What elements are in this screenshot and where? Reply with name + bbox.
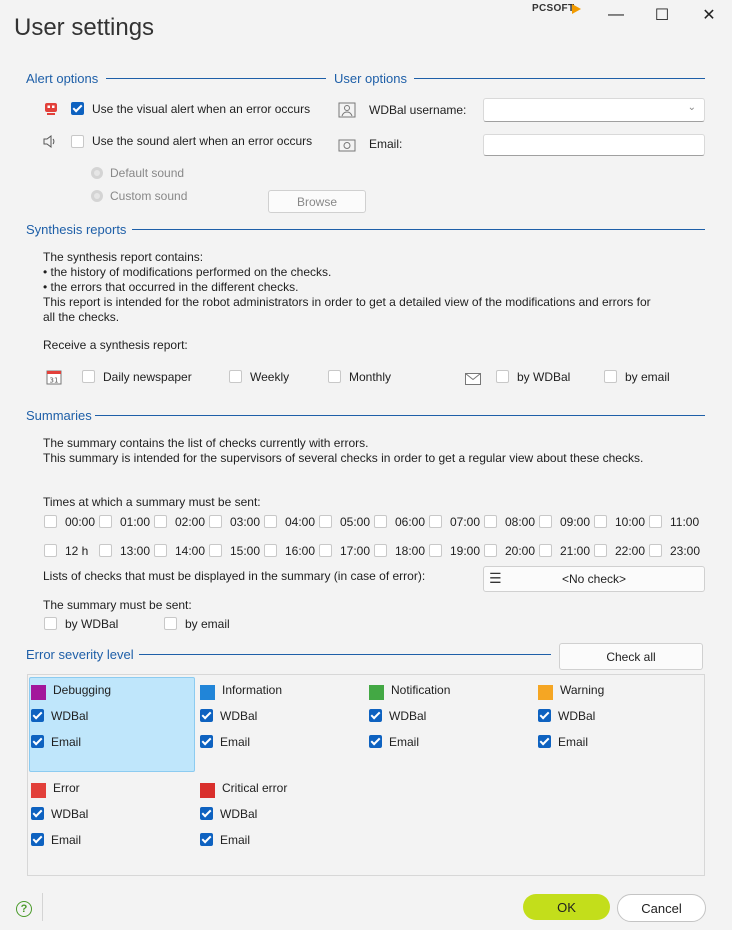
hour-label: 01:00 [120,515,151,529]
severity-color-swatch [538,685,553,700]
synthesis-line: all the checks. [43,310,120,324]
hour-label: 12 h [65,544,89,558]
footer-separator [42,893,43,921]
severity-email-label: Email [51,833,82,847]
alert-options-divider [106,78,326,79]
hour-checkbox[interactable] [154,544,167,557]
hour-label: 11:00 [670,515,700,529]
hour-label: 18:00 [395,544,426,558]
no-check-label: <No check> [561,572,627,586]
hour-checkbox[interactable] [484,544,497,557]
calendar-day: 31 [49,376,59,385]
summaries-title: Summaries [26,408,92,423]
check-list-button[interactable] [483,566,705,592]
times-label: Times at which a summary must be sent: [43,495,261,509]
chevron-down-icon: ⌄ [687,102,696,113]
severity-level-name: Error [53,781,80,795]
hour-label: 22:00 [615,544,646,558]
hours-row-1 [0,513,732,533]
severity-wdbal-label: WDBal [51,709,89,723]
summary-by-email-label: by email [185,617,230,631]
hour-label: 05:00 [340,515,371,529]
hour-label: 16:00 [285,544,316,558]
synthesis-line: The synthesis report contains: [43,250,204,264]
summaries-description [43,436,683,466]
severity-level-name: Debugging [53,683,112,697]
hour-checkbox[interactable] [99,544,112,557]
hour-checkbox[interactable] [429,544,442,557]
severity-wdbal-label: WDBal [389,709,427,723]
default-sound-radio[interactable] [91,167,103,179]
hour-label: 23:00 [670,544,701,558]
severity-email-checkbox[interactable] [31,833,44,846]
email-icon [338,138,356,153]
robot-alert-icon [43,101,59,116]
sound-alert-checkbox[interactable] [71,135,84,148]
check-all-button[interactable]: Check all [559,643,703,670]
hour-checkbox[interactable] [264,515,277,528]
hour-checkbox[interactable] [374,515,387,528]
severity-wdbal-checkbox[interactable] [538,709,551,722]
hour-checkbox[interactable] [539,515,552,528]
hour-label: 17:00 [340,544,371,558]
summary-sent-label: The summary must be sent: [43,598,192,612]
severity-level-name: Information [222,683,283,697]
username-dropdown[interactable] [483,98,705,122]
hour-checkbox[interactable] [154,515,167,528]
hour-checkbox[interactable] [319,544,332,557]
cancel-button[interactable]: Cancel [617,894,706,922]
summaries-line: This summary is intended for the supervisors of several checks in order to get a regular view about these checks. [43,451,644,465]
maximize-button[interactable]: ☐ [654,7,670,24]
synthesis-line: This report is intended for the robot administrators in order to get a detailed view of the modifications and errors for [43,295,651,309]
hour-checkbox[interactable] [264,544,277,557]
hour-checkbox[interactable] [319,515,332,528]
synthesis-by-email-checkbox[interactable] [604,370,617,383]
summary-by-wdbal-label: by WDBal [65,617,119,631]
severity-email-label: Email [558,735,589,749]
pcsoft-logo: PCSOFT [532,3,575,14]
severity-email-checkbox[interactable] [200,735,213,748]
summaries-line: The summary contains the list of checks currently with errors. [43,436,369,450]
severity-wdbal-label: WDBal [558,709,596,723]
hour-label: 00:00 [65,515,96,529]
user-options-title: User options [334,71,407,86]
hour-label: 03:00 [230,515,261,529]
browse-button[interactable]: Browse [268,190,366,213]
severity-wdbal-label: WDBal [220,807,258,821]
hours-row-2 [0,542,732,562]
severity-level-name: Notification [391,683,451,697]
hour-label: 14:00 [175,544,206,558]
hour-label: 07:00 [450,515,481,529]
user-icon [338,102,356,118]
severity-color-swatch [31,685,46,700]
help-icon[interactable]: ? [16,901,32,917]
alert-options-title: Alert options [26,71,99,86]
hour-label: 19:00 [450,544,481,558]
hour-checkbox[interactable] [594,515,607,528]
hour-checkbox[interactable] [374,544,387,557]
hour-checkbox[interactable] [429,515,442,528]
receive-report-label: Receive a synthesis report: [43,338,188,352]
severity-email-label: Email [220,833,251,847]
summaries-divider [95,415,705,416]
visual-alert-checkbox[interactable] [71,102,84,115]
hour-checkbox[interactable] [44,544,57,557]
severity-wdbal-checkbox[interactable] [200,709,213,722]
hour-label: 21:00 [560,544,591,558]
hour-label: 09:00 [560,515,591,529]
daily-label: Daily newspaper [103,370,192,384]
speaker-icon [42,134,58,149]
severity-level-name: Warning [560,683,605,697]
synthesis-by-email-label: by email [625,370,670,384]
weekly-label: Weekly [250,370,290,384]
hour-checkbox[interactable] [594,544,607,557]
severity-email-checkbox[interactable] [31,735,44,748]
severity-color-swatch [31,783,46,798]
custom-sound-label: Custom sound [110,189,188,203]
sound-alert-label: Use the sound alert when an error occurs [92,134,313,148]
hour-label: 15:00 [230,544,261,558]
severity-wdbal-checkbox[interactable] [369,709,382,722]
hour-label: 04:00 [285,515,316,529]
synthesis-divider [132,229,705,230]
hour-label: 20:00 [505,544,536,558]
window-title: User settings [14,14,155,41]
severity-wdbal-label: WDBal [220,709,258,723]
severity-email-checkbox[interactable] [200,833,213,846]
daily-checkbox[interactable] [82,370,95,383]
calendar-icon [46,369,62,385]
hour-checkbox[interactable] [484,515,497,528]
visual-alert-label: Use the visual alert when an error occurs [92,102,311,116]
severity-color-swatch [369,685,384,700]
severity-wdbal-checkbox[interactable] [31,807,44,820]
severity-level-name: Critical error [222,781,288,795]
weekly-checkbox[interactable] [229,370,242,383]
hour-label: 06:00 [395,515,426,529]
synthesis-by-wdbal-checkbox[interactable] [496,370,509,383]
hour-checkbox[interactable] [209,544,222,557]
severity-email-checkbox[interactable] [538,735,551,748]
summary-by-email-checkbox[interactable] [164,617,177,630]
username-label: WDBal username: [369,103,467,117]
ok-button[interactable]: OK [523,894,610,920]
custom-sound-radio[interactable] [91,190,103,202]
hour-checkbox[interactable] [649,544,662,557]
severity-title: Error severity level [26,647,134,662]
severity-email-checkbox[interactable] [369,735,382,748]
synthesis-reports-title: Synthesis reports [26,222,127,237]
synthesis-by-wdbal-label: by WDBal [517,370,571,384]
default-sound-label: Default sound [110,166,185,180]
severity-color-swatch [200,685,215,700]
user-options-divider [414,78,705,79]
hour-label: 08:00 [505,515,536,529]
email-label: Email: [369,137,403,151]
synthesis-line: • the history of modifications performed on the checks. [43,265,332,279]
monthly-checkbox[interactable] [328,370,341,383]
hour-label: 10:00 [615,515,646,529]
monthly-label: Monthly [349,370,392,384]
severity-email-label: Email [51,735,82,749]
severity-divider [139,654,551,655]
synthesis-description [43,250,683,325]
hour-checkbox[interactable] [539,544,552,557]
hour-label: 02:00 [175,515,206,529]
severity-email-label: Email [389,735,420,749]
severity-email-label: Email [220,735,251,749]
lists-label: Lists of checks that must be displayed in the summary (in case of error): [43,569,426,583]
hamburger-icon: ☰ [489,570,502,586]
minimize-button[interactable]: — [608,6,624,23]
severity-color-swatch [200,783,215,798]
hour-checkbox[interactable] [99,515,112,528]
envelope-icon [465,373,481,385]
hour-label: 13:00 [120,544,151,558]
severity-wdbal-label: WDBal [51,807,89,821]
pcsoft-logo-play-icon [572,4,581,14]
severity-wdbal-checkbox[interactable] [200,807,213,820]
close-button[interactable]: ✕ [702,7,716,24]
summary-by-wdbal-checkbox[interactable] [44,617,57,630]
email-input[interactable] [483,134,705,156]
hour-checkbox[interactable] [44,515,57,528]
hour-checkbox[interactable] [209,515,222,528]
hour-checkbox[interactable] [649,515,662,528]
severity-wdbal-checkbox[interactable] [31,709,44,722]
synthesis-line: • the errors that occurred in the different checks. [43,280,299,294]
